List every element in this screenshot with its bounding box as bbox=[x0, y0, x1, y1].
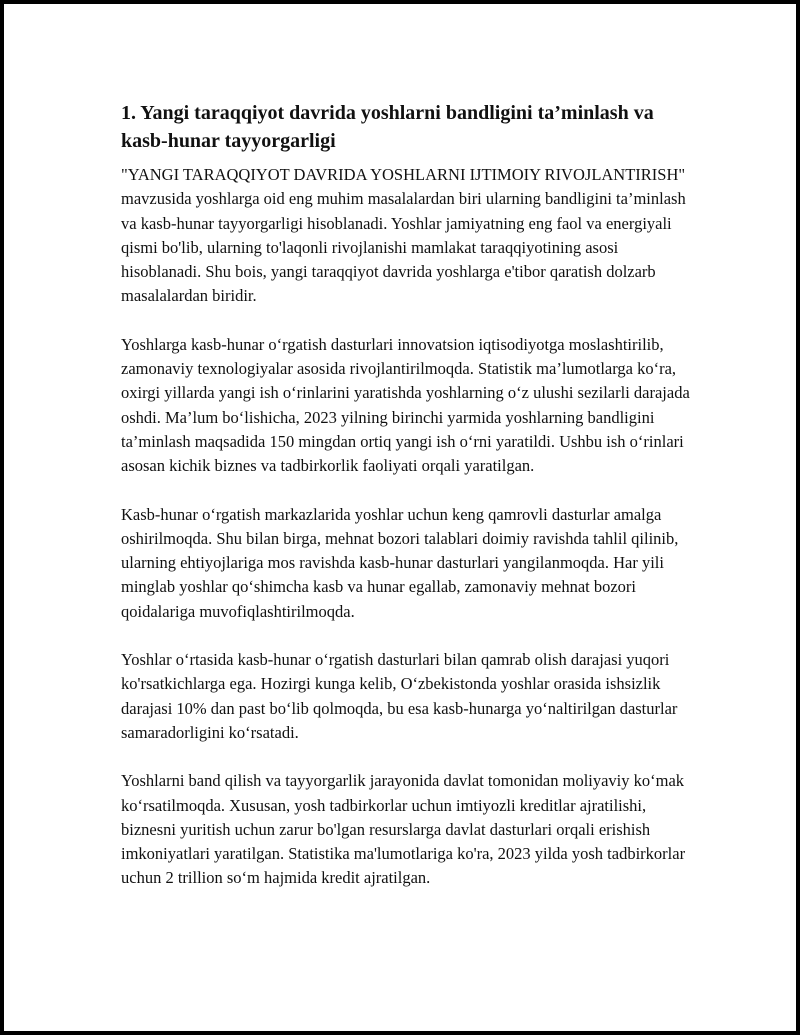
paragraph-2: Yoshlarga kasb-hunar o‘rgatish dasturlari innovatsion iqtisodiyotga moslashtirilib, zamonaviy texnologiyalar asosida rivojlantirilmoqda. Statistik ma’lumotlarga ko‘ra, oxirgi yillarda yangi ish o‘rinlarini yaratishda yoshlarning o‘z ulushi sezilarli darajada oshdi. Ma’lum bo‘lishicha, 2023 yilning birinchi yarmida yoshlarning bandligini ta’minlash maqsadida 150 mingdan ortiq yangi ish o‘rni yaratildi. Ushbu ish o‘rinlari asosan kichik biznes va tadbirkorlik faoliyati orqali yaratilgan. bbox=[121, 334, 690, 476]
section-heading: 1. Yangi taraqqiyot davrida yoshlarni bandligini ta’minlash va kasb-hunar tayyorgarligi bbox=[121, 102, 654, 152]
paragraph-3: Kasb-hunar o‘rgatish markazlarida yoshlar uchun keng qamrovli dasturlar amalga oshirilmoqda. Shu bilan birga, mehnat bozori talablari doimiy ravishda tahlil qilinib, ularning ehtiyojlariga mos ravishda kasb-hunar dasturlari yangilanmoqda. Har yili minglab yoshlar qo‘shimcha kasb va hunar egallab, zamonaviy mehnat bozori qoidalariga muvofiqlashtirilmoqda. bbox=[121, 504, 679, 621]
paragraph-5: Yoshlarni band qilish va tayyorgarlik jarayonida davlat tomonidan moliyaviy ko‘mak ko‘rsatilmoqda. Xususan, yosh tadbirkorlar uchun imtiyozli kreditlar ajratilishi, biznesni yuritish uchun zarur bo'lgan resurslarga davlat dasturlari orqali erishish imkoniyatlari yaratilgan. Statistika ma'lumotlariga ko'ra, 2023 yilda yosh tadbirkorlar uchun 2 trillion so‘m hajmida kredit ajratilgan. bbox=[121, 771, 686, 888]
document-body bbox=[121, 99, 696, 915]
paragraph-4: Yoshlar o‘rtasida kasb-hunar o‘rgatish dasturlari bilan qamrab olish darajasi yuqori ko'rsatkichlarga ega. Hozirgi kunga kelib, O‘zbekistonda yoshlar orasida ishsizlik darajasi 10% dan past bo‘lib qolmoqda, bu esa kasb-hunarga yo‘naltirilgan dasturlar samaradorligini ko‘rsatadi. bbox=[121, 650, 678, 742]
paragraph-1: "YANGI TARAQQIYOT DAVRIDA YOSHLARNI IJTIMOIY RIVOJLANTIRISH" mavzusida yoshlarga oid eng muhim masalalardan biri ularning bandligini ta’minlash va kasb-hunar tayyorgarligi hisoblanadi. Yoshlar jamiyatning eng faol va energiyali qismi bo'lib, ularning to'laqonli rivojlanishi mamlakat taraqqiyotining asosi hisoblanadi. Shu bois, yangi taraqqiyot davrida yoshlarga e'tibor qaratish dolzarb masalalardan biridir. bbox=[121, 165, 686, 306]
